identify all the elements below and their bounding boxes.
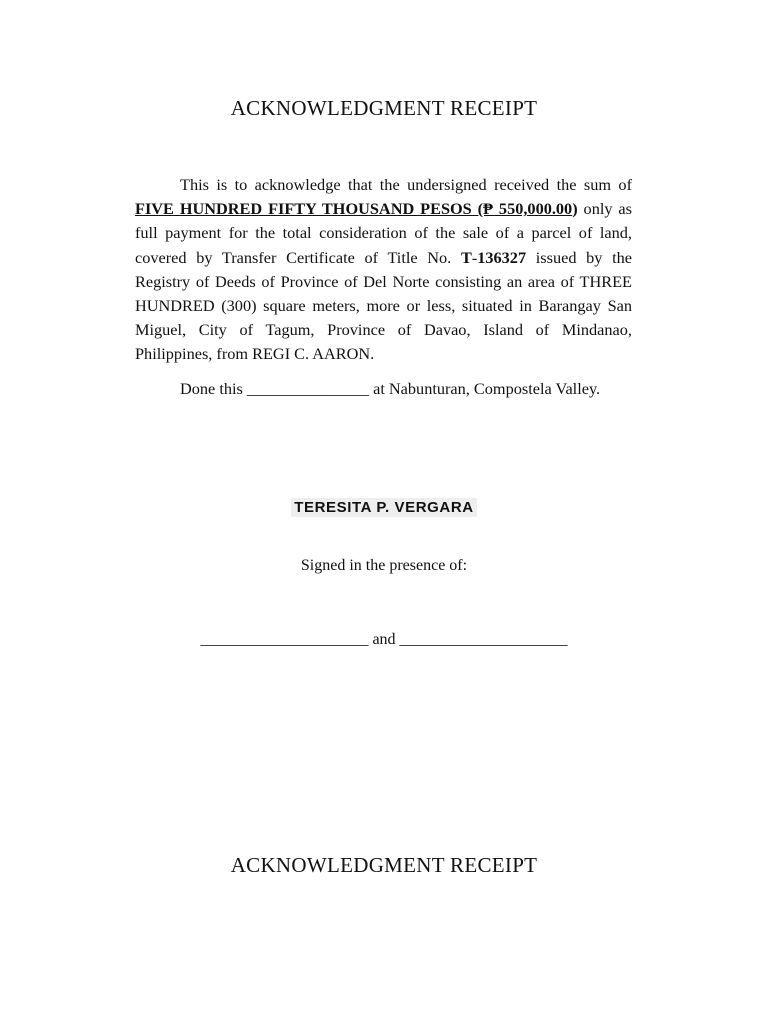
amount-close-paren: ) (572, 199, 578, 219)
done-this-paragraph (135, 377, 632, 401)
signatory-block (0, 499, 768, 517)
witness-signature-lines: _____________________ and _____________________ (200, 631, 568, 648)
paragraph-middle-text: only as full payment for the total consideration of the sale of a parcel of land, covered by Transfer Certificate of Title No. (135, 199, 632, 267)
title-number: 136327 (477, 247, 527, 267)
amount-in-words: FIVE HUNDRED FIFTY THOUSAND PESOS (₱ 550,000.00 (135, 199, 573, 219)
signed-in-presence-label: Signed in the presence of: (300, 557, 468, 574)
signatory-name: TERESITA P. VERGARA (291, 498, 476, 517)
title-number-dash: - (471, 247, 478, 267)
second-document-title: ACKNOWLEDGMENT RECEIPT (230, 853, 538, 877)
title-number-prefix: T (460, 247, 472, 267)
receipt-body-paragraph (135, 173, 632, 367)
document-title: ACKNOWLEDGMENT RECEIPT (230, 96, 538, 120)
done-this-text: Done this _______________ at Nabunturan, Compostela Valley. (180, 379, 601, 398)
paragraph-lead-text: This is to acknowledge that the undersigned received the sum of (180, 175, 632, 194)
paragraph-tail-text: issued by the Registry of Deeds of Province of Del Norte consisting an area of THREE HUNDRED (300) square meters, more or less, situated in Barangay San Miguel, City of Tagum, Province of Davao, Island of Mindanao, Philippines, from REGI C. AARON. (135, 247, 632, 364)
